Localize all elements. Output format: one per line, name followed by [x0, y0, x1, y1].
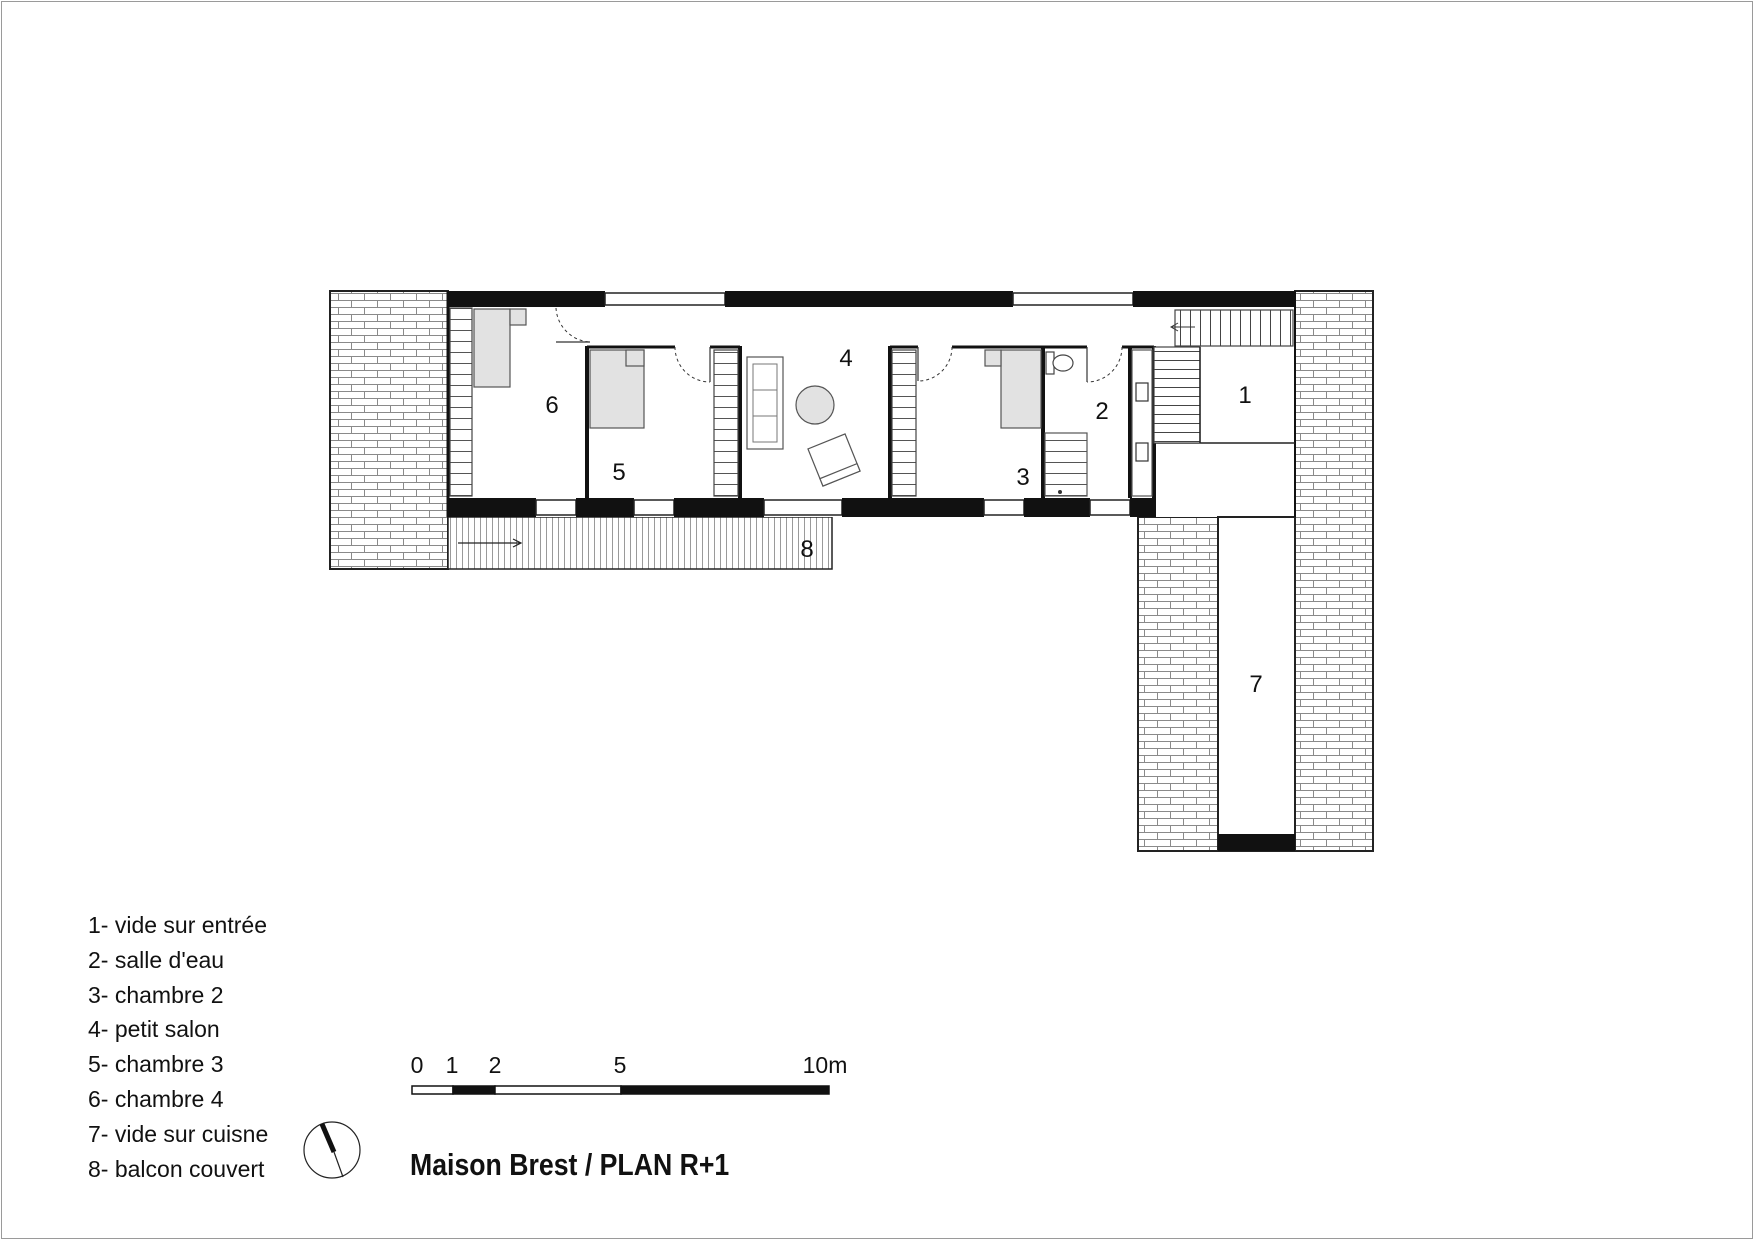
south-window [536, 500, 576, 515]
sofa-seat [753, 364, 777, 442]
room-label-2: 2 [1095, 398, 1109, 425]
closet-room3 [892, 350, 916, 496]
void-kitchen-wall [1218, 834, 1295, 851]
roof-south [1138, 517, 1218, 851]
vanity [1132, 350, 1152, 496]
legend-item: 7- vide sur cuisne [88, 1120, 269, 1147]
legend-item: 2- salle d'eau [88, 946, 225, 973]
scale-bar [411, 1052, 848, 1094]
room-label-8: 8 [800, 536, 814, 563]
room-label-4: 4 [839, 345, 853, 372]
south-wall [576, 498, 634, 517]
bed-room6 [474, 309, 510, 387]
pillow-room6 [510, 309, 526, 325]
legend-item: 6- chambre 4 [88, 1085, 224, 1112]
pillow-room3 [985, 350, 1001, 366]
room-label-5: 5 [612, 459, 626, 486]
north-wall [448, 291, 605, 307]
sink-icon [1136, 383, 1148, 401]
north-arrow-icon [304, 1122, 360, 1178]
shower [1045, 433, 1087, 496]
legend-item: 4- petit salon [88, 1016, 220, 1043]
room-label-7: 7 [1249, 671, 1263, 698]
closet-room5 [714, 350, 738, 496]
legend-item: 8- balcon couvert [88, 1155, 265, 1182]
legend-item: 3- chambre 2 [88, 981, 224, 1008]
north-window [1013, 293, 1133, 305]
scale-tick: 5 [613, 1052, 627, 1078]
room-legend [88, 908, 268, 1186]
plan-title: Maison Brest / PLAN R+1 [410, 1147, 730, 1182]
room-label-1: 1 [1238, 382, 1252, 409]
legend-item: 1- vide sur entrée [88, 912, 267, 938]
pillow-room5 [626, 350, 644, 366]
north-wall [1133, 291, 1295, 307]
roof-west [330, 291, 448, 569]
room-label-6: 6 [545, 392, 559, 419]
legend-item: 5- chambre 3 [88, 1051, 224, 1078]
bed-room3 [1001, 350, 1041, 428]
north-window [605, 293, 725, 305]
south-wall [842, 498, 984, 517]
sink-icon [1136, 443, 1148, 461]
scale-tick: 2 [488, 1052, 502, 1078]
south-window [764, 500, 842, 515]
stairs-upper [1175, 310, 1293, 346]
south-window [1090, 500, 1130, 515]
scale-tick: 1 [445, 1052, 459, 1078]
south-window [634, 500, 674, 515]
scale-tick: 10m [802, 1052, 848, 1078]
stairs-lower [1154, 347, 1200, 443]
shower-drain-icon [1058, 490, 1062, 494]
toilet-icon [1053, 355, 1073, 371]
roof-east [1295, 291, 1373, 851]
room-label-3: 3 [1016, 464, 1030, 491]
closet-room6 [450, 308, 472, 496]
south-window [984, 500, 1024, 515]
south-wall [1130, 498, 1154, 517]
coffee-table [796, 386, 834, 424]
north-wall [725, 291, 1013, 307]
south-wall [448, 498, 536, 517]
south-wall [1024, 498, 1090, 517]
south-wall [674, 498, 764, 517]
scale-tick: 0 [410, 1052, 424, 1078]
